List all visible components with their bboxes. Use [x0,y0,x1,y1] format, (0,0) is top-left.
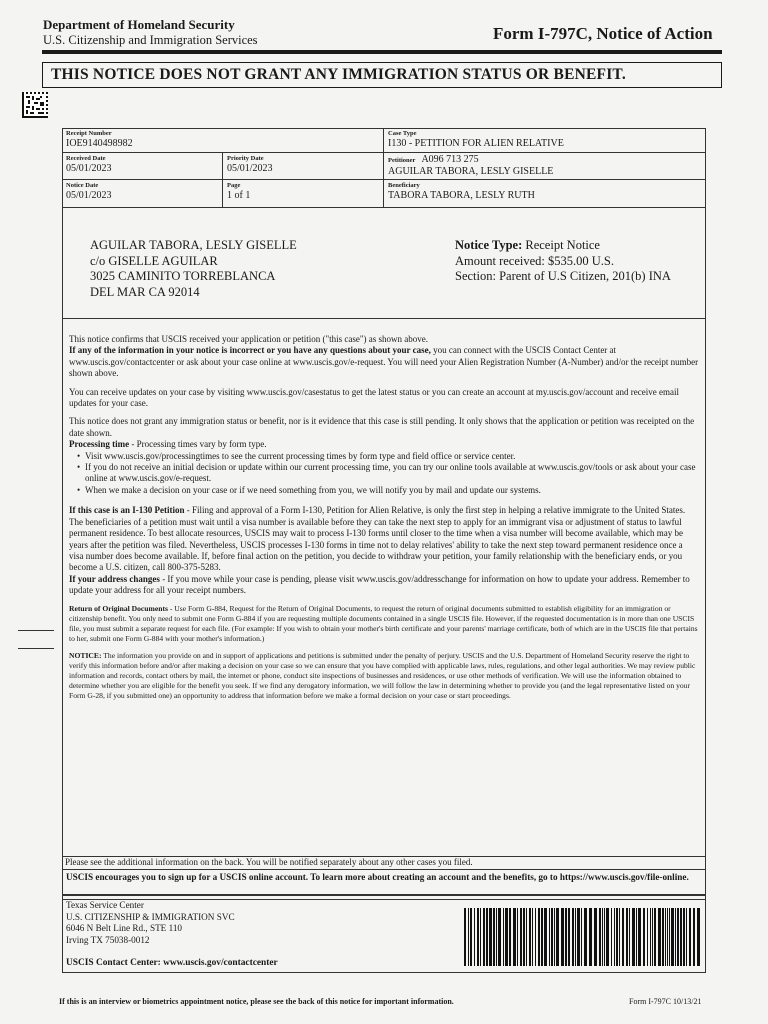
footer-note: If this is an interview or biometrics appointment notice, please see the back of this notice for important information. [59,997,454,1006]
receipt-number-label: Receipt Number [66,130,112,137]
form-title: Form I-797C, Notice of Action [493,24,713,43]
notice-date: 05/01/2023 [66,190,112,201]
received-date-cell [62,153,223,180]
petitioner-cell [384,153,706,180]
margin-tick [18,630,54,631]
notice-type-label: Notice Type: [455,238,523,252]
petitioner-name: AGUILAR TABORA, LESLY GISELLE [388,166,554,177]
beneficiary-label: Beneficiary [388,182,420,189]
margin-tick [18,648,54,649]
agency-name: Department of Homeland Security [43,17,235,32]
address-line: U.S. CITIZENSHIP & IMMIGRATION SVC [66,911,235,922]
return-documents-paragraph: Return of Original Documents - Use Form G-884, Request for the Return of Original Documents, to request the return of original documents submitted to establish eligibility for an immigration or citizenship benefit. You only need to submit one Form G-884 if you are requesting multiple documents contained in a single USCIS file. However, if the requested documentation is in more than one USCIS file, you must submit a separate request for each file. (For example: If you wish to obtain your mother's birth certificate and your parents' marriage certificate, both of which are in the USCIS file that pertains to her, submit one Form G-884 with your mother's information.) [69,603,698,643]
online-account-note: USCIS encourages you to sign up for a USCIS online account. To learn more about creating an account and the benefits, go to https://www.uscis.gov/file-online. [62,869,706,895]
list-item: • When we make a decision on your case or if we need something from you, we will notify you by mail and update our systems. [79,485,699,496]
page-cell [223,180,384,208]
beneficiary-cell [384,180,706,208]
priority-date-label: Priority Date [227,155,264,162]
perjury-notice-paragraph: NOTICE: The information you provide on and in support of applications and petitions is submitted under the penalty of perjury. USCIS and the U.S. Department of Homeland Security reserve the right to verify this information before and/or after making a decision on your case so we can ensure that you have complied with applicable laws, rules, regulations, and other legal authorities. We may review public information and records, contact others by mail, the internet or phone, conduct site inspections of businesses and residences, or use other methods of verification. We will use the information obtained to determine whether you are eligible for the benefit you seek. If we find any derogatory information, we will follow the law in determining whether to provide you (and the legal representative listed on your Form G-28, if you submitted one) an opportunity to address that information before we make a formal decision on your case or start proceedings. [69,650,696,700]
additional-info-note: Please see the additional information on the back. You will be notified separately about any other cases you filed. [62,856,706,869]
case-type-cell [384,128,706,153]
confirmation-paragraph: This notice confirms that USCIS received your application or petition ("this case") as shown above. [69,334,429,344]
amount-received: Amount received: $535.00 U.S. [455,253,615,268]
petitioner-label: Petitioner [388,157,416,164]
header-rule [42,50,722,54]
notice-body [69,334,699,708]
barcode-icon [464,908,700,966]
section-divider [62,318,706,319]
section-classification: Section: Parent of U.S Citizen, 201(b) INA [455,269,671,283]
service-center-address [66,900,235,946]
contact-paragraph: If any of the information in your notice is incorrect or you have any questions about your case, you can connect with the USCIS Contact Center at www.uscis.gov/contactcenter or ask about your case online at www.uscis.gov/e-request. You will need your Alien Registration Number (A-Number) and/or the receipt number shown above. [69,345,699,379]
page-number: 1 of 1 [227,190,251,201]
processing-time-heading: Processing time - Processing times vary by form type. [69,439,267,450]
page-label: Page [227,182,241,189]
petitioner-a-number: A096 713 275 [421,154,479,165]
case-info-grid [62,128,706,208]
case-type-label: Case Type [388,130,417,137]
address-line: 3025 CAMINITO TORREBLANCA [90,269,276,283]
received-date: 05/01/2023 [66,163,112,174]
address-line: AGUILAR TABORA, LESLY GISELLE [90,238,297,252]
address-line: c/o GISELLE AGUILAR [90,253,218,268]
address-line: Irving TX 75038-0012 [66,934,150,945]
list-item: • Visit www.uscis.gov/processingtimes to see the current processing times by form type and field office or service center. [79,451,699,462]
disclaimer-paragraph: This notice does not grant any immigration status or benefit, nor is it evidence that this case is still pending. It only shows that the application or petition was receipted on the date shown. [69,416,695,438]
address-change-paragraph: If your address changes - If you move while your case is pending, please visit www.uscis.gov/addresschange for information on how to update your address. Remember to update your address for all your receipt numbers. [69,573,690,596]
mailing-address [90,238,297,300]
priority-date: 05/01/2023 [227,163,273,174]
datamatrix-code-icon [22,92,48,118]
address-line: 6046 N Belt Line Rd., STE 110 [66,923,183,933]
receipt-number-cell [62,128,384,153]
i130-paragraph: If this case is an I-130 Petition - Filing and approval of a Form I-130, Petition for Alien Relative, is only the first step in helping a relative immigrate to the United States. The beneficiaries of a petition must wait until a visa number is available before they can take the next step to apply for an immigrant visa or adjustment of status to lawful permanent residence. To best allocate resources, USCIS may wait to process I-130 forms until closer to the time when a visa number will become available, which may be years after the petition was filed. Nevertheless, USCIS processes I-130 forms in time not to delay relatives' ability to take the next step toward permanent residence once a visa number does become available. If, before final action on the petition, you decide to withdraw your petition, your family relationship with the beneficiary ends, or you become a U.S. citizen, call 800-375-5283. [69,505,686,573]
receipt-number: IOE9140498982 [66,138,133,149]
notice-summary [455,238,671,285]
status-disclaimer-banner: THIS NOTICE DOES NOT GRANT ANY IMMIGRATION STATUS OR BENEFIT. [42,62,722,88]
processing-time-list [69,451,699,497]
list-item: • If you do not receive an initial decision or update within our current processing time, you can try our online tools available at www.uscis.gov/tools or ask about your case online at www.uscis.gov/e-request. [79,462,699,485]
beneficiary-name: TABORA TABORA, LESLY RUTH [388,190,535,201]
notice-date-label: Notice Date [66,182,99,189]
contact-center-line: USCIS Contact Center: www.uscis.gov/contactcenter [66,958,278,968]
address-line: DEL MAR CA 92014 [90,284,200,299]
notice-date-cell [62,180,223,208]
priority-date-cell [223,153,384,180]
sub-agency-name: U.S. Citizenship and Immigration Services [43,33,258,47]
received-date-label: Received Date [66,155,106,162]
updates-paragraph: You can receive updates on your case by visiting www.uscis.gov/casestatus to get the latest status or you can create an account at my.uscis.gov/account and receive email updates for your case. [69,386,679,409]
case-type: I130 - PETITION FOR ALIEN RELATIVE [388,138,564,149]
address-line: Texas Service Center [66,900,144,910]
notice-type-value: Receipt Notice [525,238,600,252]
form-version: Form I-797C 10/13/21 [629,997,702,1006]
